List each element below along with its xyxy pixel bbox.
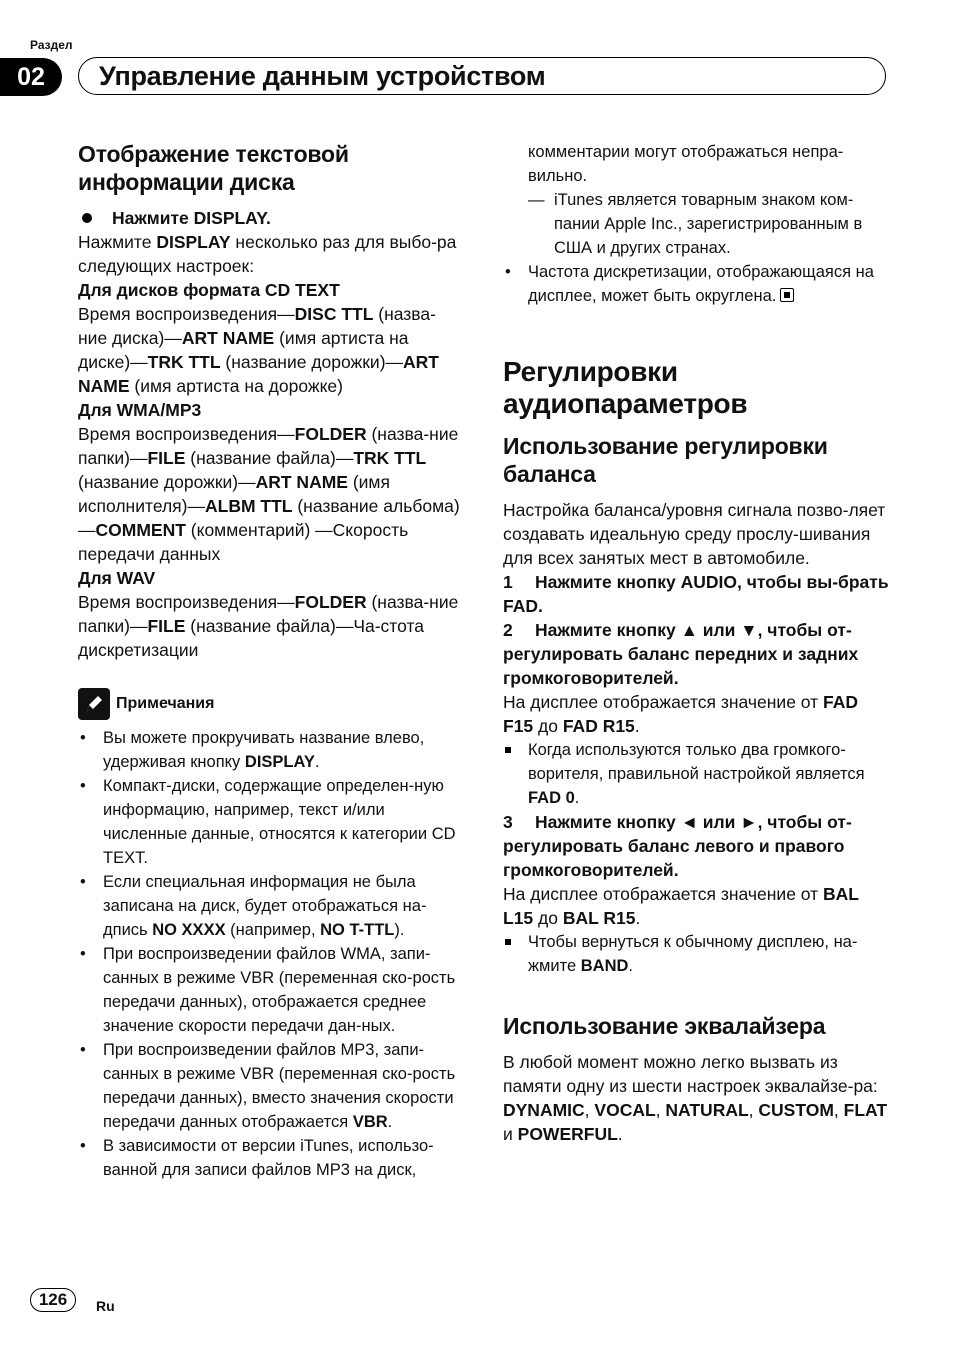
cd-text-sequence: Время воспроизведения—DISC TTL (назва-ние диска)—ART NAME (имя артиста на диске)—TRK TTL (название дорожки)—ART NAME (имя артиста на дорожке) [78, 304, 439, 396]
intro-text: Нажмите DISPLAY несколько раз для выбо-ра следующих настроек: [78, 232, 457, 276]
square-bullet-icon [505, 747, 511, 753]
step-1: 1 Нажмите кнопку AUDIO, чтобы вы-брать FAD. [503, 572, 889, 616]
square-bullet-icon [505, 939, 511, 945]
end-mark-icon [780, 288, 794, 302]
display-step: Нажмите DISPLAY. [78, 206, 463, 230]
pencil-note-icon [78, 688, 110, 720]
chapter-title: Управление данным устройством [78, 57, 886, 95]
balance-title: Использование регулировки баланса [503, 433, 828, 487]
notes-list-cont [503, 260, 893, 308]
step-2-desc: На дисплее отображается значение от FAD F15 до FAD R15. [503, 692, 859, 736]
bullet-dot-icon [82, 213, 92, 223]
step-2-note: Когда используются только два громкого-ворителя, правильной настройкой является FAD 0. [503, 738, 893, 810]
wav-label: Для WAV [78, 568, 156, 588]
list-item: • Компакт-диски, содержащие определен-ную информацию, например, текст и/или численные данные, относятся к категории CD TEXT. [78, 774, 463, 870]
wav-sequence: Время воспроизведения—FOLDER (назва-ние папки)—FILE (название файла)—Ча-стота дискретизации [78, 592, 459, 660]
notes-title: Примечания [116, 695, 215, 712]
step-3: 3 Нажмите кнопку ◄ или ►, чтобы от-регулировать баланс левого и правого громкоговорителей. [503, 812, 852, 880]
itunes-trademark-note: — iTunes является товарным знаком ком-пании Apple Inc., зарегистрированным в США и других странах. [503, 188, 893, 260]
list-item: • При воспроизведении файлов WMA, запи-санных в режиме VBR (переменная ско-рость передачи данных), отображается среднее значение скорости передачи дан-ных. [78, 942, 463, 1038]
cd-text-label: Для дисков формата CD TEXT [78, 280, 340, 300]
step-3-desc: На дисплее отображается значение от BAL L15 до BAL R15. [503, 884, 859, 928]
text-info-title: Отображение текстовой информации диска [78, 141, 349, 195]
section-number: 02 [0, 58, 62, 96]
list-item: • Если специальная информация не была записана на диск, будет отображаться на-дпись NO XXXX (например, NO T-TTL). [78, 870, 463, 942]
equalizer-title: Использование эквалайзера [503, 1013, 826, 1039]
section-label: Раздел [30, 38, 73, 52]
list-item: • Частота дискретизации, отображающаяся на дисплее, может быть округлена. [503, 260, 893, 308]
audio-settings-title: Регулировки аудиопараметров [503, 356, 748, 419]
note-continuation: комментарии могут отображаться непра-вильно. [528, 143, 844, 185]
step-3-note: Чтобы вернуться к обычному дисплею, на-жмите BAND. [503, 930, 893, 978]
notes-header [78, 688, 463, 720]
wma-label: Для WMA/MP3 [78, 400, 202, 420]
step-2: 2 Нажмите кнопку ▲ или ▼, чтобы от-регулировать баланс передних и задних громкоговорителей. [503, 620, 859, 688]
notes-list [78, 726, 463, 1182]
equalizer-text: В любой момент можно легко вызвать из памяти одну из шести настроек эквалайзе-ра: DYNAMIC, VOCAL, NATURAL, CUSTOM, FLAT и POWERFUL. [503, 1052, 888, 1144]
wma-sequence: Время воспроизведения—FOLDER (назва-ние папки)—FILE (название файла)—TRK TTL (название дорожки)—ART NAME (имя исполнителя)—ALBM TTL (название альбома)—COMMENT (комментарий) —Скорость передачи данных [78, 424, 460, 564]
list-item: • Вы можете прокручивать название влево, удерживая кнопку DISPLAY. [78, 726, 463, 774]
right-column [503, 140, 893, 1146]
list-item: • При воспроизведении файлов MP3, запи-санных в режиме VBR (переменная ско-рость передачи данных), вместо значения скорости передачи данных отображается VBR. [78, 1038, 463, 1134]
language-code: Ru [96, 1298, 115, 1314]
balance-intro: Настройка баланса/уровня сигнала позво-ляет создавать идеальную среду прослу-шивания для всех занятых мест в автомобиле. [503, 500, 886, 568]
list-item: • В зависимости от версии iTunes, использо-ванной для записи файлов MP3 на диск, [78, 1134, 463, 1182]
page-number: 126 [30, 1288, 76, 1312]
left-column [78, 140, 463, 1182]
